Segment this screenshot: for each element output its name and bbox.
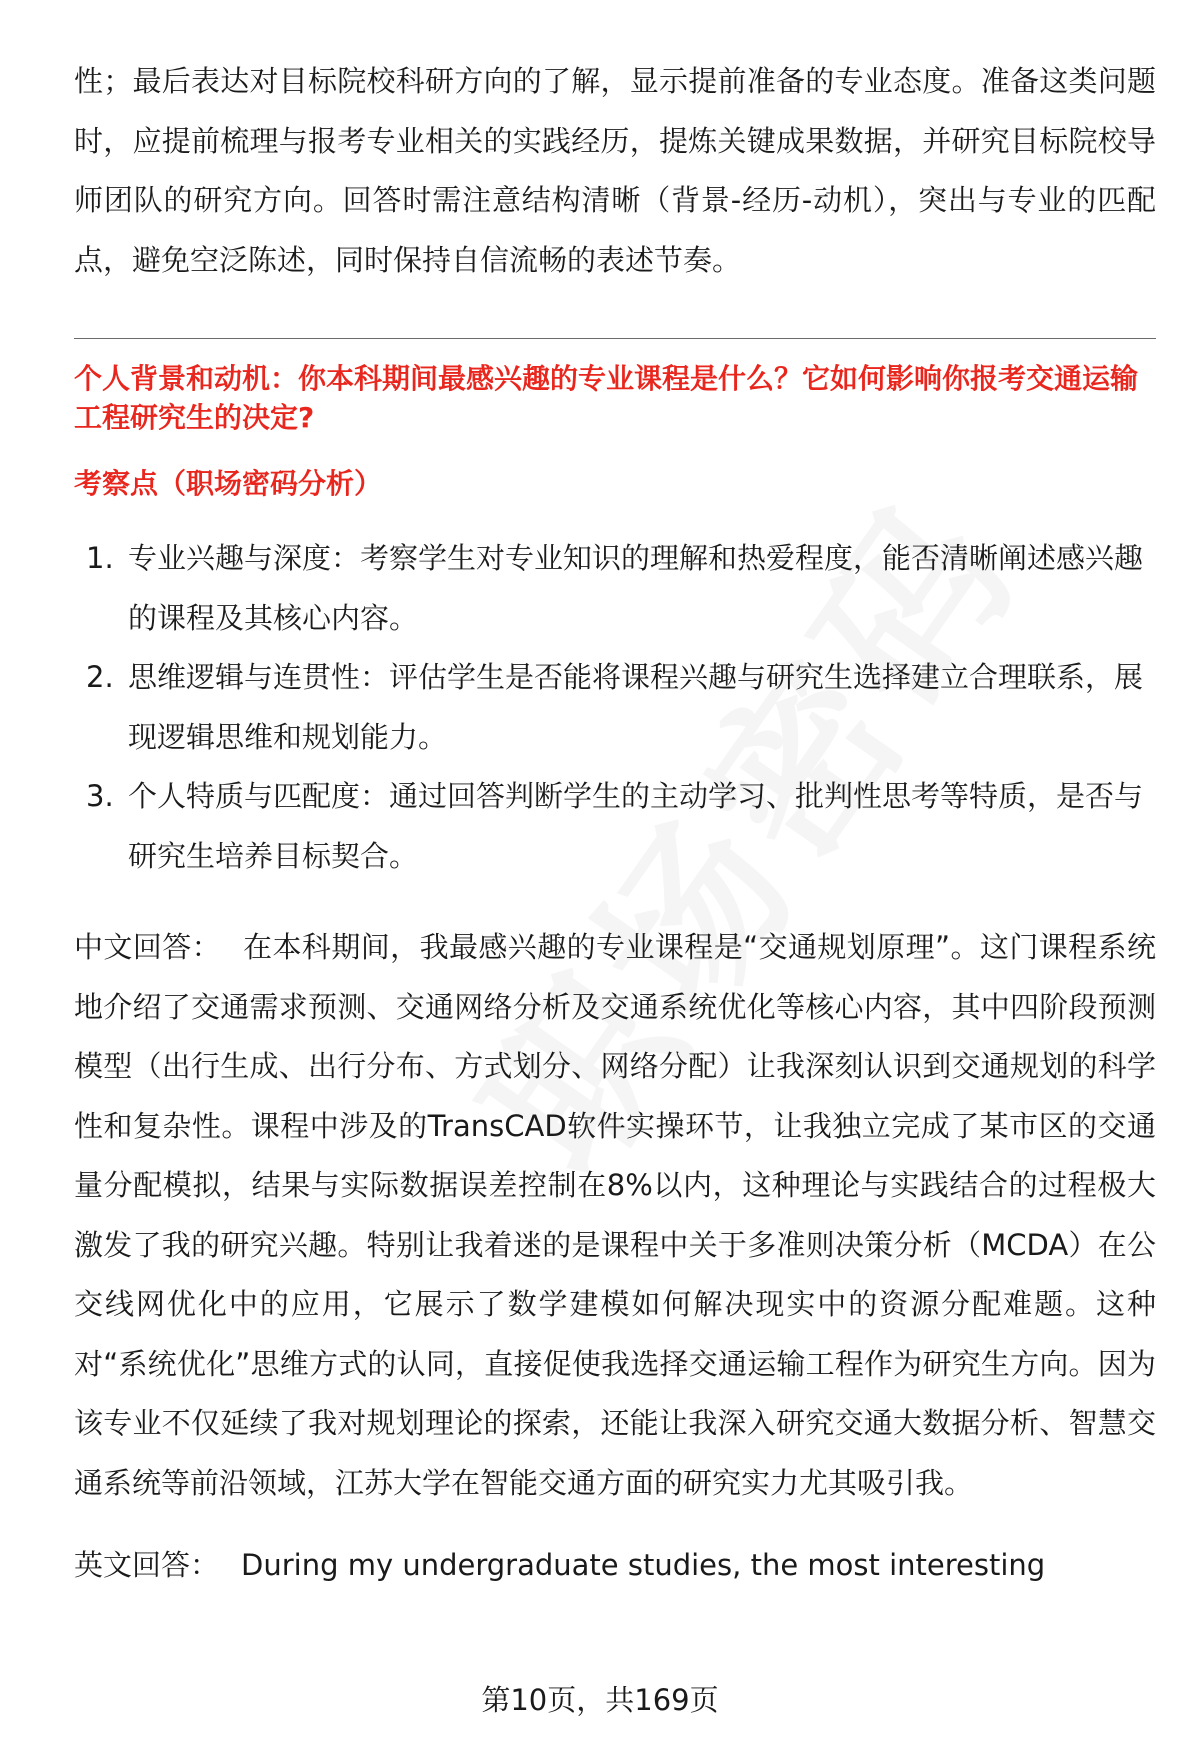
list-item-text: 个人特质与匹配度：通过回答判断学生的主动学习、批判性思考等特质，是否与研究生培养目标契合。 xyxy=(128,779,1144,873)
chinese-answer-label: 中文回答： xyxy=(74,930,222,964)
question-heading: 个人背景和动机：你本科期间最感兴趣的专业课程是什么？它如何影响你报考交通运输工程研究生的决定? xyxy=(74,362,1139,434)
list-item-number: 1. xyxy=(86,541,114,575)
chinese-answer-paragraph xyxy=(74,918,1156,1513)
english-answer-paragraph xyxy=(74,1545,1156,1585)
section-divider xyxy=(74,338,1156,339)
intro-paragraph: 性；最后表达对目标院校科研方向的了解，显示提前准备的专业态度。准备这类问题时，应提前梳理与报考专业相关的实践经历，提炼关键成果数据，并研究目标院校导师团队的研究方向。回答时需注意结构清晰（背景-经历-动机），突出与专业的匹配点，避免空泛陈述，同时保持自信流畅的表述节奏。 xyxy=(74,64,1156,277)
english-answer-label: 英文回答： xyxy=(74,1548,220,1582)
assessment-points-heading: 考察点（职场密码分析） xyxy=(74,467,383,500)
chinese-answer-text: 在本科期间，我最感兴趣的专业课程是“交通规划原理”。这门课程系统地介绍了交通需求预测、交通网络分析及交通系统优化等核心内容，其中四阶段预测模型（出行生成、出行分布、方式划分、网络分配）让我深刻认识到交通规划的科学性和复杂性。课程中涉及的TransCAD软件实操环节，让我独立完成了某市区的交通量分配模拟，结果与实际数据误差控制在8%以内，这种理论与实践结合的过程极大激发了我的研究兴趣。特别让我着迷的是课程中关于多准则决策分析（MCDA）在公交线网优化中的应用，它展示了数学建模如何解决现实中的资源分配难题。这种对“系统优化”思维方式的认同，直接促使我选择交通运输工程作为研究生方向。因为该专业不仅延续了我对规划理论的探索，还能让我深入研究交通大数据分析、智慧交通系统等前沿领域，江苏大学在智能交通方面的研究实力尤其吸引我。 xyxy=(74,930,1156,1500)
list-item xyxy=(74,648,1156,767)
english-answer-text: During my undergraduate studies, the most interesting xyxy=(241,1548,1046,1582)
list-item xyxy=(74,767,1156,886)
list-item-text: 思维逻辑与连贯性：评估学生是否能将课程兴趣与研究生选择建立合理联系，展现逻辑思维和规划能力。 xyxy=(128,660,1144,754)
assessment-points-list xyxy=(74,529,1156,886)
list-item-text: 专业兴趣与深度：考察学生对专业知识的理解和热爱程度，能否清晰阐述感兴趣的课程及其核心内容。 xyxy=(128,541,1144,635)
list-item-number: 2. xyxy=(86,660,114,694)
document-page xyxy=(74,52,1156,1614)
page-number-footer: 第10页，共169页 xyxy=(481,1683,719,1717)
list-item-number: 3. xyxy=(86,779,114,813)
list-item xyxy=(74,529,1156,648)
